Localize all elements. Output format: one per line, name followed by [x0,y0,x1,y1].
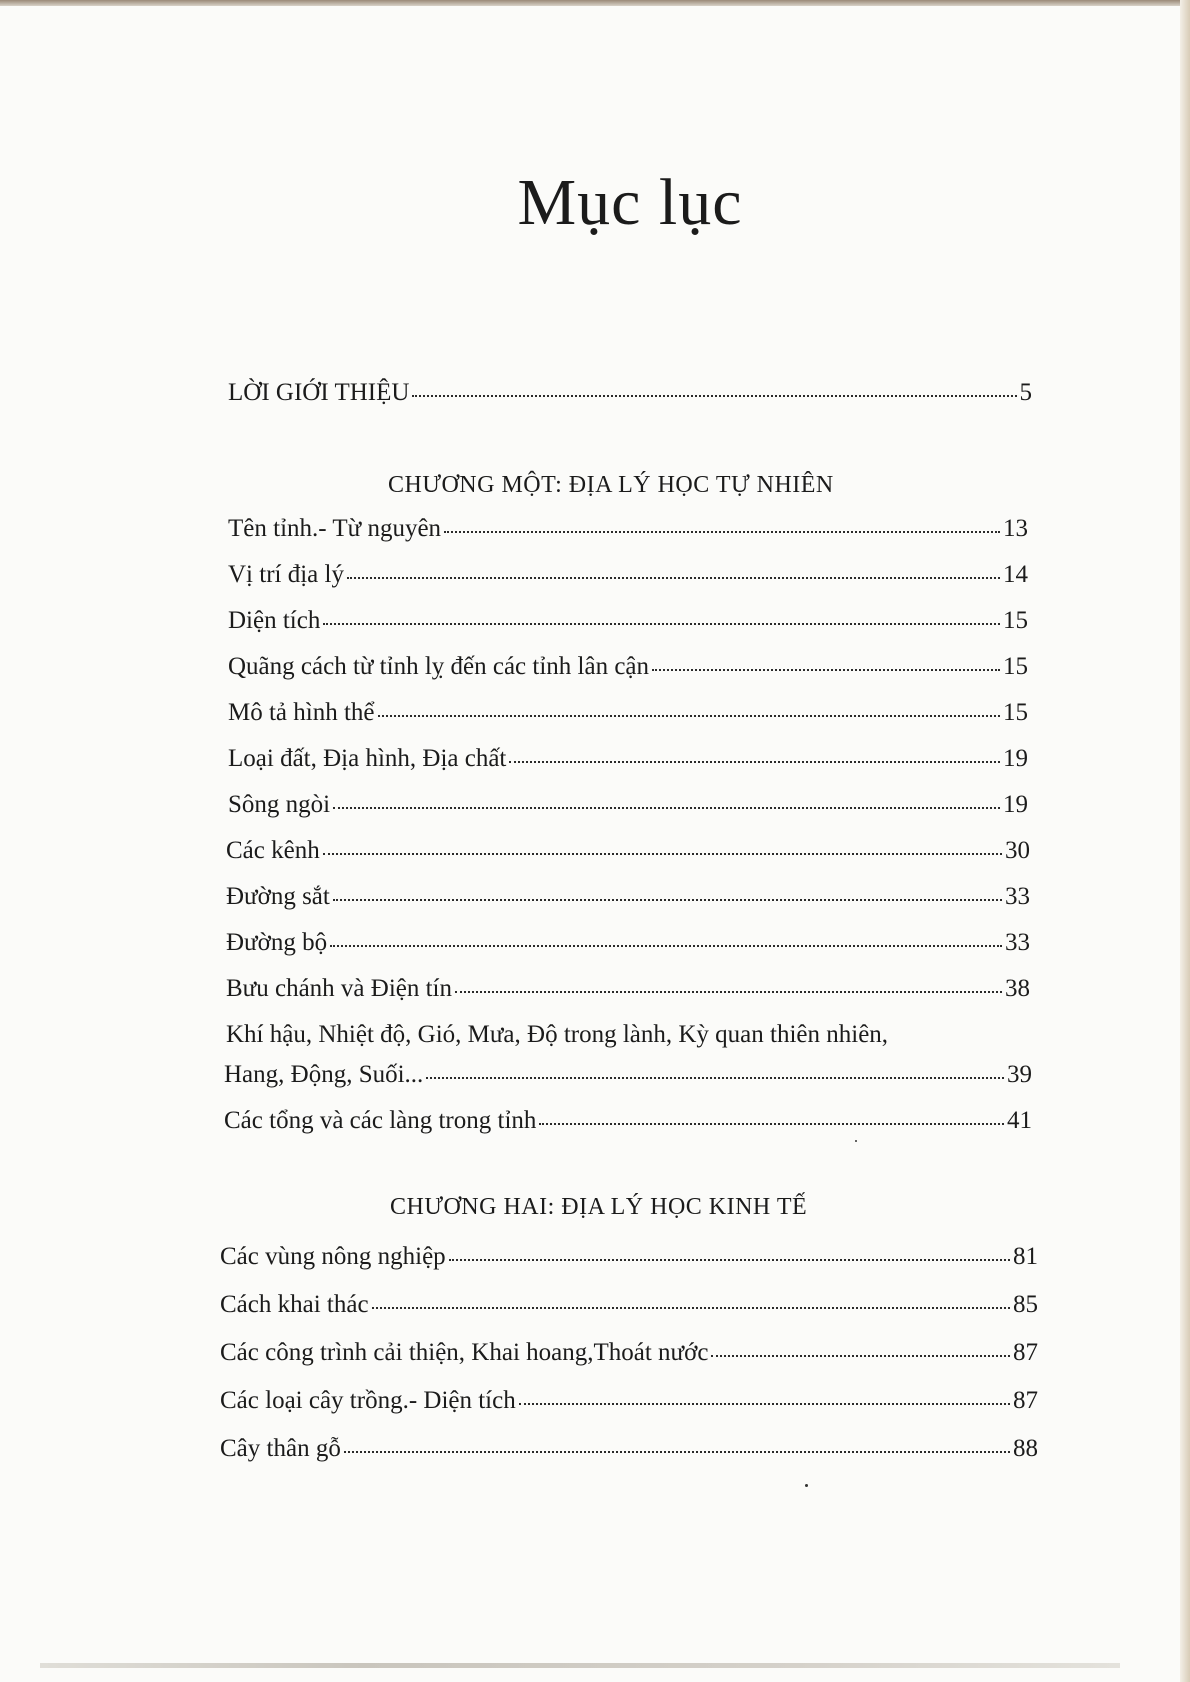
toc-leader-dots [455,991,1002,993]
toc-entry-label: Sông ngòi [228,791,331,818]
toc-entry[interactable] [226,974,1030,1004]
toc-entry-label: Các tổng và các làng trong tỉnh [224,1107,537,1134]
toc-page-number: 14 [1003,561,1028,588]
toc-entry-label: Tên tỉnh.- Từ nguyên [228,515,442,542]
toc-page-number: 39 [1007,1061,1032,1088]
toc-page-number: 15 [1003,653,1028,680]
toc-leader-dots [333,807,1000,809]
page-bottom-edge [40,1663,1120,1668]
toc-entry[interactable] [228,790,1028,820]
toc-entry-intro[interactable] [228,378,1032,408]
ink-speck [805,1484,808,1487]
toc-leader-dots [323,623,1000,625]
toc-leader-dots [519,1403,1010,1405]
toc-entry-label: Diện tích [228,607,321,634]
toc-leader-dots [539,1123,1004,1125]
toc-page-number: 88 [1013,1435,1038,1462]
toc-entry-label: Đường sắt [226,883,330,910]
toc-entry[interactable] [220,1434,1038,1464]
toc-entry[interactable] [228,514,1028,544]
toc-leader-dots [426,1077,1004,1079]
toc-leader-dots [444,531,1000,533]
chapter-heading: CHƯƠNG MỘT: ĐỊA LÝ HỌC TỰ NHIÊN [388,472,834,498]
toc-entry[interactable] [228,652,1028,682]
toc-entry-label-continuation: Hang, Động, Suối... [224,1061,424,1088]
toc-entry-label: Khí hậu, Nhiệt độ, Gió, Mưa, Độ trong lành, Kỳ quan thiên nhiên, [226,1021,889,1048]
toc-page-number: 85 [1013,1291,1038,1318]
toc-leader-dots [347,577,1000,579]
toc-entry-label: Các kênh [226,837,320,864]
toc-entry[interactable] [226,836,1030,866]
toc-entry[interactable] [224,1106,1032,1136]
toc-page-number: 19 [1003,791,1028,818]
toc-page-number: 33 [1005,883,1030,910]
toc-entry-label: Bưu chánh và Điện tín [226,975,453,1002]
toc-page-number: 30 [1005,837,1030,864]
toc-leader-dots [509,761,1000,763]
page-title: Mục lục [517,166,743,239]
toc-entry[interactable] [228,744,1028,774]
toc-entry[interactable] [226,928,1030,958]
toc-leader-dots [372,1307,1010,1309]
toc-page-number: 15 [1003,607,1028,634]
toc-leader-dots [323,853,1002,855]
toc-entry-label: Cây thân gỗ [220,1435,341,1462]
toc-entry-label: Các loại cây trồng.- Diện tích [220,1387,516,1414]
toc-entry-label: Các vùng nông nghiệp [220,1243,446,1270]
toc-page-number: 15 [1003,699,1028,726]
toc-page-number: 81 [1013,1243,1038,1270]
toc-leader-dots [449,1259,1010,1261]
toc-entry-label: Vị trí địa lý [228,561,344,588]
toc-entry-label: Các công trình cải thiện, Khai hoang,Thoát nước [220,1339,709,1366]
toc-entry-label: LỜI GIỚI THIỆU [228,379,410,406]
toc-entry-label: Cách khai thác [220,1291,369,1318]
toc-entry[interactable] [220,1386,1038,1416]
toc-entry-label: Mô tả hình thể [228,699,375,726]
toc-page-number: 5 [1019,379,1032,406]
toc-entry[interactable] [220,1242,1038,1272]
toc-page-number: 87 [1013,1387,1038,1414]
toc-leader-dots [652,669,1000,671]
toc-leader-dots [333,899,1002,901]
toc-entry-continuation [224,1060,1032,1090]
toc-entry[interactable] [228,606,1028,636]
toc-leader-dots [412,395,1016,397]
toc-leader-dots [378,715,1000,717]
toc-page-number: 33 [1005,929,1030,956]
toc-entry[interactable] [220,1290,1038,1320]
toc-page-number: 87 [1013,1339,1038,1366]
toc-page-number: 13 [1003,515,1028,542]
toc-entry[interactable] [220,1338,1038,1368]
toc-entry-label: Quãng cách từ tỉnh lỵ đến các tỉnh lân cận [228,653,650,680]
toc-page-number: 41 [1007,1107,1032,1134]
toc-entry-label: Loại đất, Địa hình, Địa chất [228,745,507,772]
toc-entry-label: Đường bộ [226,929,328,956]
toc-leader-dots [711,1355,1010,1357]
toc-entry[interactable] [228,560,1028,590]
ink-speck [855,1140,857,1142]
page-right-edge [1180,0,1190,1682]
toc-page-number: 38 [1005,975,1030,1002]
toc-entry[interactable] [228,698,1028,728]
toc-leader-dots [344,1451,1010,1453]
chapter-heading: CHƯƠNG HAI: ĐỊA LÝ HỌC KINH TẾ [390,1194,808,1220]
page-top-edge [0,0,1190,6]
toc-leader-dots [330,945,1002,947]
toc-page-number: 19 [1003,745,1028,772]
toc-entry[interactable] [226,882,1030,912]
